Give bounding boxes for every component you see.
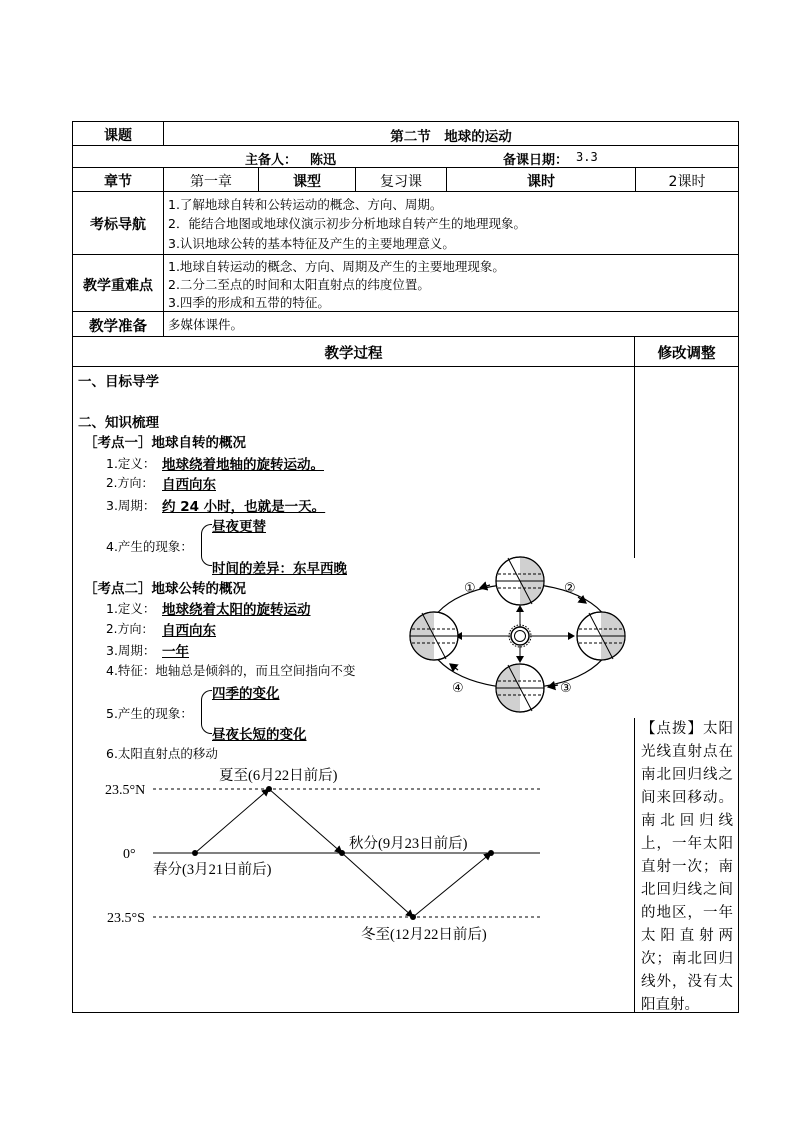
objective-item: 3.认识地球公转的基本特征及产生的主要地理意义。	[168, 236, 455, 251]
key-point-item: 1.地球自转运动的概念、方向、周期及产生的主要地理现象。	[168, 259, 505, 274]
revolution-def-label: 1.定义：	[106, 601, 156, 616]
date-label: 备课日期：	[503, 153, 569, 168]
rotation-phen-b: 时间的差异：东早西晚	[212, 561, 347, 577]
spring-label: 春分(3月21日前后)	[153, 862, 272, 878]
sun-icon	[509, 625, 531, 647]
key-point-item: 2.二分二至点的时间和太阳直射点的纬度位置。	[168, 277, 430, 292]
revolution-phen-a: 四季的变化	[212, 686, 280, 702]
autumn-point	[339, 850, 345, 856]
rotation-phen-a: 昼夜更替	[212, 519, 266, 535]
preparer-label: 主备人：	[245, 153, 298, 168]
lesson-type-value: 复习课	[380, 174, 422, 190]
orbit-label: ③	[560, 681, 572, 696]
hours-value: 2课时	[668, 174, 706, 190]
key-point-item: 3.四季的形成和五带的特征。	[168, 295, 330, 310]
autumn-label: 秋分(9月23日前后)	[349, 836, 468, 852]
revolution-def-value: 地球绕着太阳的旋转运动	[162, 602, 311, 618]
rotation-brace	[201, 524, 212, 566]
rotation-def-value: 地球绕着地轴的旋转运动。	[162, 457, 324, 473]
objective-item: 2．能结合地图或地球仪演示初步分析地球自转产生的地理现象。	[168, 216, 526, 231]
earth-icon	[577, 612, 625, 660]
spring-point	[192, 850, 198, 856]
hours-label: 课时	[527, 174, 555, 190]
date-value: 3.3	[576, 150, 598, 164]
rotation-dir-label: 2.方向：	[106, 476, 154, 490]
lat-s-label: 23.5°S	[107, 911, 145, 926]
revolution-dir-label: 2.方向：	[106, 622, 154, 636]
winter-label: 冬至(12月22日前后)	[361, 927, 487, 943]
preparer-value: 陈迅	[310, 153, 337, 168]
orbit-label: ④	[452, 681, 464, 696]
section-goals: 一、目标导学	[78, 374, 159, 390]
chapter-value: 第一章	[190, 174, 232, 190]
topic-value: 第二节 地球的运动	[390, 129, 512, 145]
earth-icon	[410, 612, 458, 660]
spring-point-next	[488, 850, 494, 856]
rotation-period-value: 约 24 小时，也就是一天。	[162, 499, 326, 515]
revolution-dir-value: 自西向东	[162, 623, 216, 639]
sun-point-heading: 6.太阳直射点的移动	[106, 746, 218, 761]
objective-item: 1.了解地球自转和公转运动的概念、方向、周期。	[168, 197, 443, 212]
orbit-label: ①	[464, 581, 476, 596]
winter-point	[410, 914, 416, 920]
rotation-period-label: 3.周期：	[106, 498, 156, 513]
revolution-phen-b: 昼夜长短的变化	[212, 727, 307, 743]
revise-header: 修改调整	[657, 346, 716, 362]
revolution-title: ［考点二］地球公转的概况	[84, 581, 246, 597]
rotation-dir-value: 自西向东	[162, 477, 216, 493]
revolution-brace	[201, 690, 212, 734]
process-header: 教学过程	[324, 346, 383, 362]
summer-point	[266, 786, 272, 792]
earth-icon	[496, 557, 544, 605]
orbit-arrow	[450, 664, 458, 670]
revolution-phen-label: 5.产生的现象：	[106, 706, 193, 721]
lat-0-label: 0°	[123, 847, 136, 862]
preparation-value: 多媒体课件。	[168, 317, 244, 332]
preparation-label: 教学准备	[89, 319, 147, 335]
topic-label: 课题	[104, 128, 132, 144]
orbit-diagram	[408, 556, 634, 716]
rotation-phen-label: 4.产生的现象：	[106, 539, 193, 554]
tip-note: 【点拨】太阳光线直射点在南北回归线之间来回移动。南北回归线上，一年太阳直射一次；南北回归线之间的地区，一年太阳直射两次；南北回归线外，没有太阳直射。	[641, 721, 733, 1013]
orbit-label: ②	[564, 581, 576, 596]
summer-label: 夏至(6月22日前后)	[219, 768, 338, 784]
rotation-def-label: 1.定义：	[106, 456, 156, 471]
objectives-label: 考标导航	[90, 217, 146, 233]
revolution-period-label: 3.周期：	[106, 643, 156, 658]
revolution-feature: 4.特征：地轴总是倾斜的，而且空间指向不变	[106, 663, 356, 678]
chapter-label: 章节	[104, 174, 132, 190]
sun-point-diagram	[95, 760, 555, 945]
key-points-label: 教学重难点	[83, 278, 153, 294]
lat-n-label: 23.5°N	[105, 783, 146, 798]
earth-icon	[496, 664, 544, 712]
lesson-type-label: 课型	[293, 174, 321, 190]
revolution-period-value: 一年	[162, 644, 189, 660]
rotation-title: ［考点一］地球自转的概况	[84, 435, 246, 451]
section-knowledge: 二、知识梳理	[78, 415, 159, 431]
